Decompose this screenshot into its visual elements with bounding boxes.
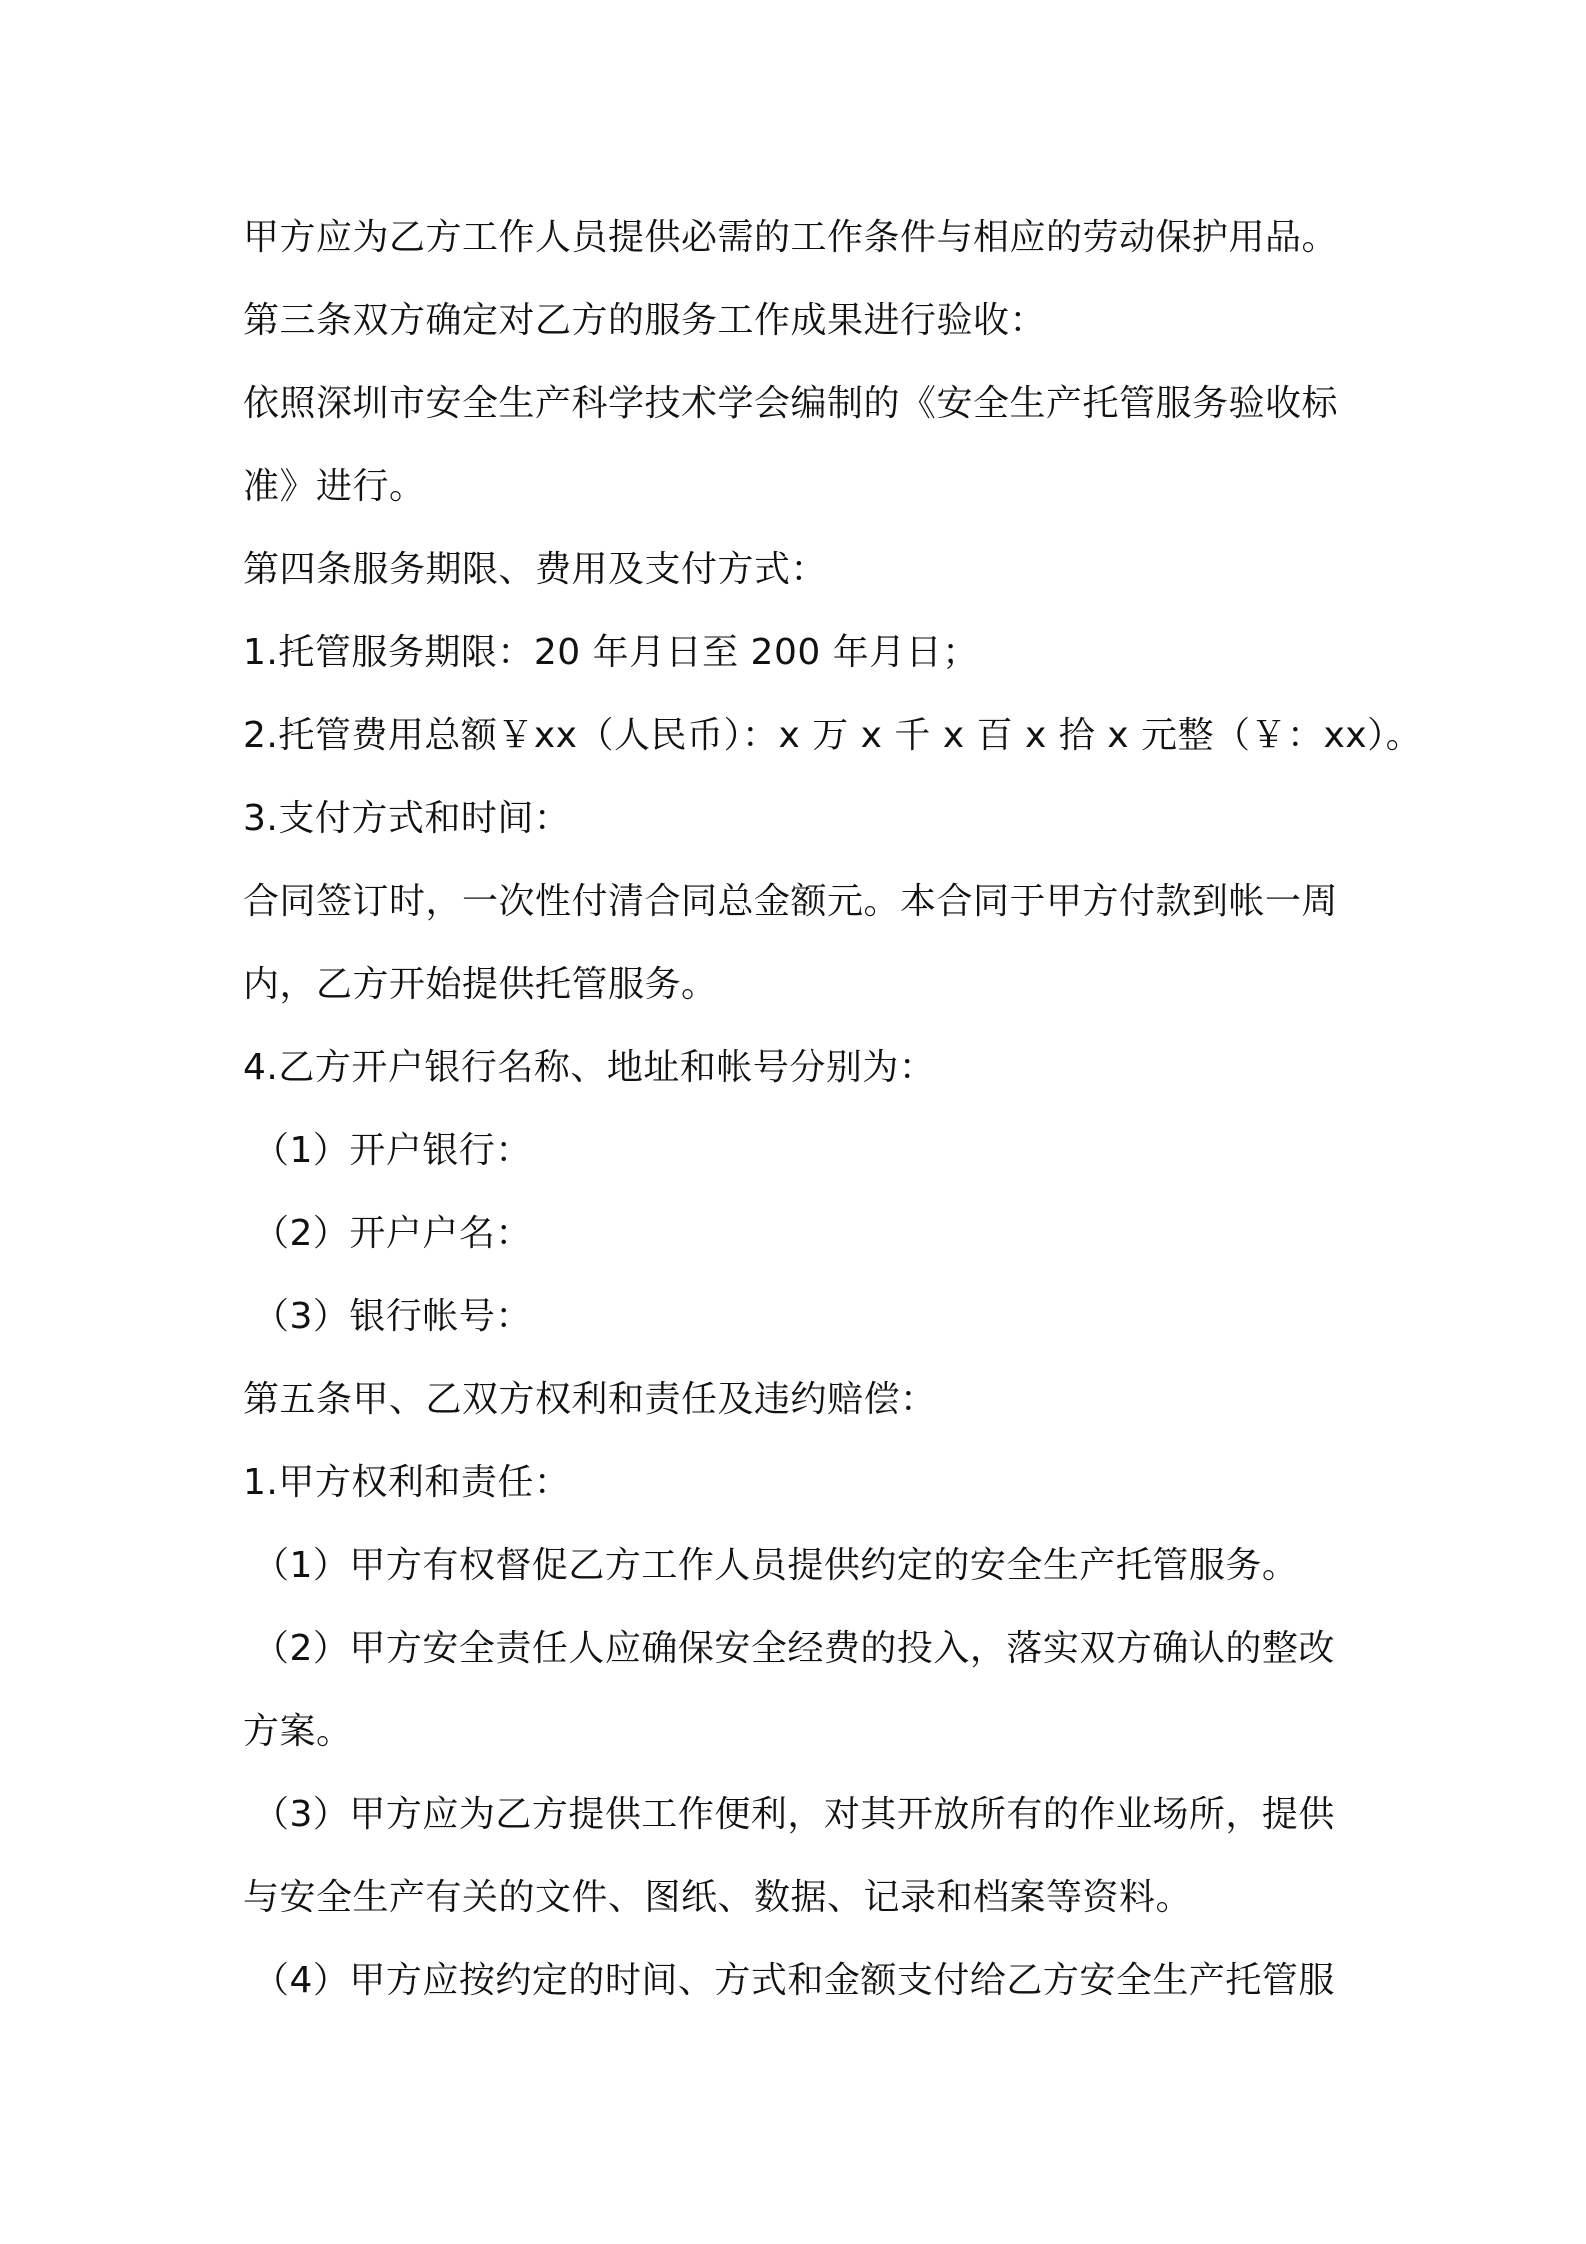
article-heading: 第五条甲、乙双方权利和责任及违约赔偿： [243, 1379, 937, 1420]
paragraph-line: 内，乙方开始提供托管服务。 [243, 964, 718, 1005]
article-heading: 第四条服务期限、费用及支付方式： [243, 549, 828, 590]
paragraph-line: 甲方应为乙方工作人员提供必需的工作条件与相应的劳动保护用品。 [243, 217, 1339, 258]
paragraph-line: 合同签订时，一次性付清合同总金额元。本合同于甲方付款到帐一周 [243, 881, 1339, 922]
sub-list-item: （4）甲方应按约定的时间、方式和金额支付给乙方安全生产托管服 [253, 1960, 1335, 2001]
paragraph-line: 准》进行。 [243, 466, 426, 507]
list-item: 4.乙方开户银行名称、地址和帐号分别为： [243, 1047, 936, 1088]
sub-list-item: （2）开户户名： [253, 1213, 532, 1254]
list-item: 2.托管费用总额￥xx（人民币）：x 万 x 千 x 百 x 拾 x 元整（￥：xx）。 [243, 715, 1423, 756]
sub-list-item: （3）银行帐号： [253, 1296, 532, 1337]
paragraph-line: 依照深圳市安全生产科学技术学会编制的《安全生产托管服务验收标 [243, 383, 1339, 424]
paragraph-line: 方案。 [243, 1711, 353, 1752]
document-body [243, 196, 1423, 2022]
article-heading: 第三条双方确定对乙方的服务工作成果进行验收： [243, 300, 1047, 341]
sub-list-item: （3）甲方应为乙方提供工作便利，对其开放所有的作业场所，提供 [253, 1794, 1335, 1835]
paragraph-line: 与安全生产有关的文件、图纸、数据、记录和档案等资料。 [243, 1877, 1193, 1918]
list-item: 1.托管服务期限：20 年月日至 200 年月日； [243, 632, 979, 673]
sub-list-item: （2）甲方安全责任人应确保安全经费的投入，落实双方确认的整改 [253, 1628, 1335, 1669]
list-item: 3.支付方式和时间： [243, 798, 571, 839]
sub-list-item: （1）甲方有权督促乙方工作人员提供约定的安全生产托管服务。 [253, 1545, 1299, 1586]
sub-list-item: （1）开户银行： [253, 1130, 532, 1171]
list-item: 1.甲方权利和责任： [243, 1462, 571, 1503]
